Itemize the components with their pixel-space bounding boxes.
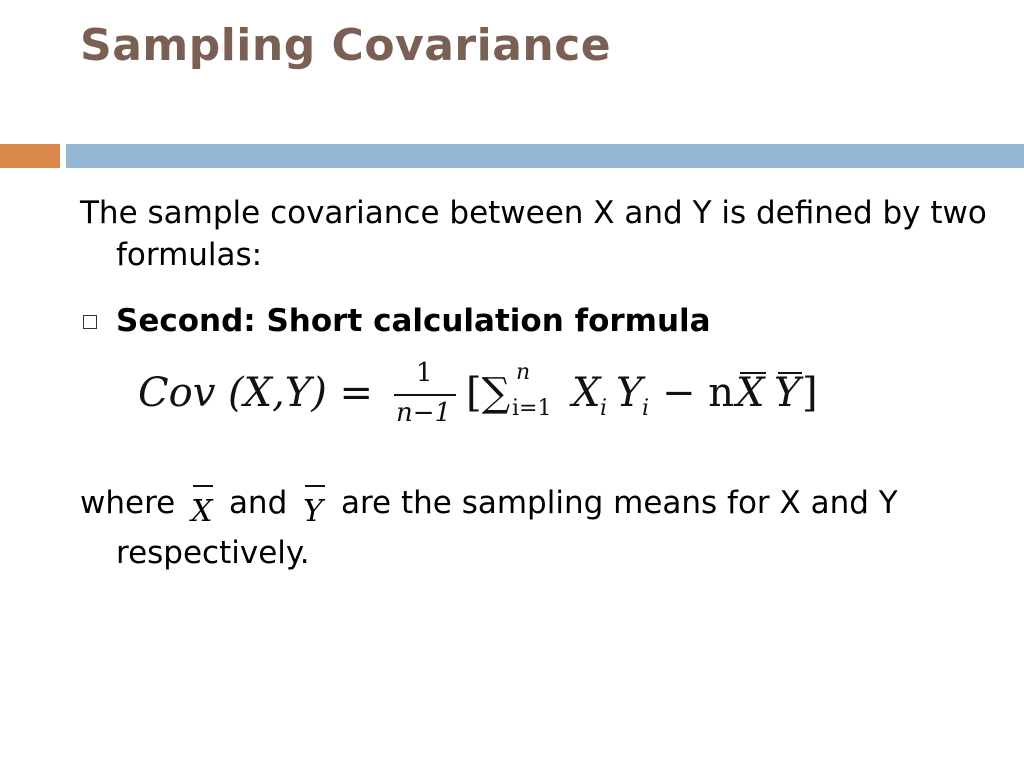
formula-lhs: Cov (X,Y) =: [138, 370, 374, 416]
where-word: where: [80, 485, 176, 521]
bullet-text: Second: Short calculation formula: [116, 303, 711, 339]
fraction-numerator: 1: [416, 358, 433, 388]
ybar-symbol: [297, 481, 331, 529]
xbar-symbol-letter: X: [191, 494, 213, 529]
and-word: and: [228, 485, 288, 521]
where-rest: are the sampling means for X and Y respectively.: [116, 485, 898, 571]
square-bullet-icon: [83, 315, 97, 329]
term-x-subscript: i: [600, 396, 608, 421]
minus-n: − n: [662, 370, 734, 416]
accent-bar-orange: [0, 144, 60, 168]
ybar-letter: Y: [774, 370, 801, 416]
term-y-subscript: i: [642, 396, 650, 421]
where-text: [80, 478, 1016, 578]
xbar-symbol: [185, 481, 219, 529]
fraction-bar: [394, 394, 456, 396]
term-y: Y: [616, 370, 643, 416]
intro-text: The sample covariance between X and Y is defined by two formulas:: [80, 195, 987, 273]
accent-bar-blue: [66, 144, 1024, 168]
sum-lower-limit: i=1: [512, 396, 552, 421]
term-x: X: [572, 370, 601, 416]
ybar-symbol-letter: Y: [303, 494, 323, 529]
sum-symbol: [∑: [466, 370, 511, 416]
fraction-denominator: n−1: [396, 398, 452, 428]
sum-upper-limit: n: [516, 360, 531, 385]
formula-close-bracket: ]: [802, 370, 818, 416]
slide-title: Sampling Covariance: [80, 20, 612, 71]
xbar-letter: X: [736, 370, 765, 416]
